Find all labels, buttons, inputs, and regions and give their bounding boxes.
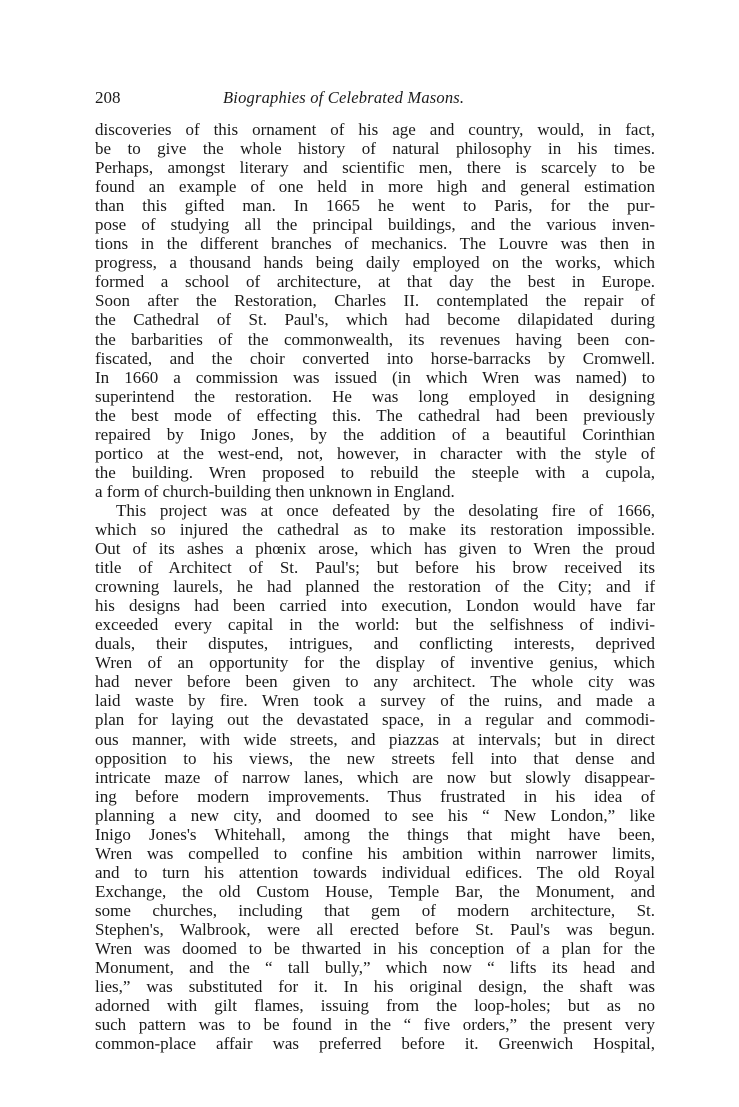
body-text (95, 120, 655, 1053)
text-line: his designs had been carried into execution, London would have far (95, 596, 655, 616)
page-header (95, 88, 655, 110)
book-page (95, 88, 655, 1053)
text-line: ing before modern improvements. Thus frustrated in his idea of (95, 786, 655, 806)
text-line: repaired by Inigo Jones, by the addition of a beautiful Corinthian (95, 424, 655, 444)
text-line: pose of studying all the principal buildings, and the various inven- (95, 215, 655, 235)
text-line: discoveries of this ornament of his age and country, would, in fact, (95, 120, 655, 139)
text-line: Wren was compelled to confine his ambition within narrower limits, (95, 843, 655, 863)
text-line: formed a school of architecture, at that day the best in Europe. (95, 272, 655, 292)
text-line: Stephen's, Walbrook, were all erected before St. Paul's was begun. (95, 919, 655, 939)
text-line: Out of its ashes a phœnix arose, which has given to Wren the proud (95, 539, 655, 559)
text-line: intricate maze of narrow lanes, which are now but slowly disappear- (95, 767, 655, 787)
text-line: superintend the restoration. He was long employed in designing (95, 386, 655, 406)
text-line: In 1660 a commission was issued (in which Wren was named) to (95, 367, 655, 387)
text-line: crowning laurels, he had planned the restoration of the City; and if (95, 577, 655, 597)
text-line: exceeded every capital in the world: but the selfishness of indivi- (95, 615, 655, 635)
text-line: planning a new city, and doomed to see his “ New London,” like (95, 805, 655, 825)
text-line: the building. Wren proposed to rebuild the steeple with a cupola, (95, 462, 655, 482)
text-line: common-place affair was preferred before it. Greenwich Hospital, (95, 1034, 655, 1054)
page-number: 208 (95, 88, 121, 107)
text-line: lies,” was substituted for it. In his original design, the shaft was (95, 977, 655, 997)
text-line: laid waste by fire. Wren took a survey of the ruins, and made a (95, 691, 655, 711)
text-line: which so injured the cathedral as to make its restoration impossible. (95, 519, 655, 539)
text-line: Monument, and the “ tall bully,” which now “ lifts its head and (95, 958, 655, 978)
text-line: opposition to his views, the new streets fell into that dense and (95, 748, 655, 768)
text-line: a form of church-building then unknown in England. (95, 481, 455, 501)
text-line: had never before been given to any architect. The whole city was (95, 672, 655, 692)
text-line: Exchange, the old Custom House, Temple Bar, the Monument, and (95, 881, 655, 901)
text-line: found an example of one held in more high and general estimation (95, 177, 655, 197)
text-line: tions in the different branches of mechanics. The Louvre was then in (95, 234, 655, 254)
text-line: portico at the west-end, not, however, in character with the style of (95, 443, 655, 463)
text-line: and to turn his attention towards individual edifices. The old Royal (95, 862, 655, 882)
text-line: Perhaps, amongst literary and scientific men, there is scarcely to be (95, 158, 655, 178)
text-line: adorned with gilt flames, issuing from the loop-holes; but as no (95, 996, 655, 1016)
text-line: plan for laying out the devastated space, in a regular and commodi- (95, 710, 655, 730)
text-line: progress, a thousand hands being daily employed on the works, which (95, 253, 655, 273)
text-line: such pattern was to be found in the “ five orders,” the present very (95, 1015, 655, 1035)
text-line: duals, their disputes, intrigues, and conflicting interests, deprived (95, 634, 655, 654)
text-line: Soon after the Restoration, Charles II. contemplated the repair of (95, 291, 655, 311)
text-line: than this gifted man. In 1665 he went to Paris, for the pur- (95, 196, 655, 216)
text-line: the best mode of effecting this. The cathedral had been previously (95, 405, 655, 425)
text-line: ous manner, with wide streets, and piazzas at intervals; but in direct (95, 729, 655, 749)
text-line: the Cathedral of St. Paul's, which had become dilapidated during (95, 310, 655, 330)
text-line: title of Architect of St. Paul's; but before his brow received its (95, 558, 655, 578)
text-line: This project was at once defeated by the desolating fire of 1666, (116, 500, 655, 520)
text-line: be to give the whole history of natural philosophy in his times. (95, 139, 655, 159)
text-line: Inigo Jones's Whitehall, among the things that might have been, (95, 824, 655, 844)
text-line: the barbarities of the commonwealth, its revenues having been con- (95, 329, 655, 349)
text-line: Wren of an opportunity for the display of inventive genius, which (95, 653, 655, 673)
text-line: some churches, including that gem of modern architecture, St. (95, 900, 655, 920)
text-line: fiscated, and the choir converted into horse-barracks by Cromwell. (95, 348, 655, 368)
running-title: Biographies of Celebrated Masons. (223, 88, 465, 107)
text-line: Wren was doomed to be thwarted in his conception of a plan for the (95, 939, 655, 959)
